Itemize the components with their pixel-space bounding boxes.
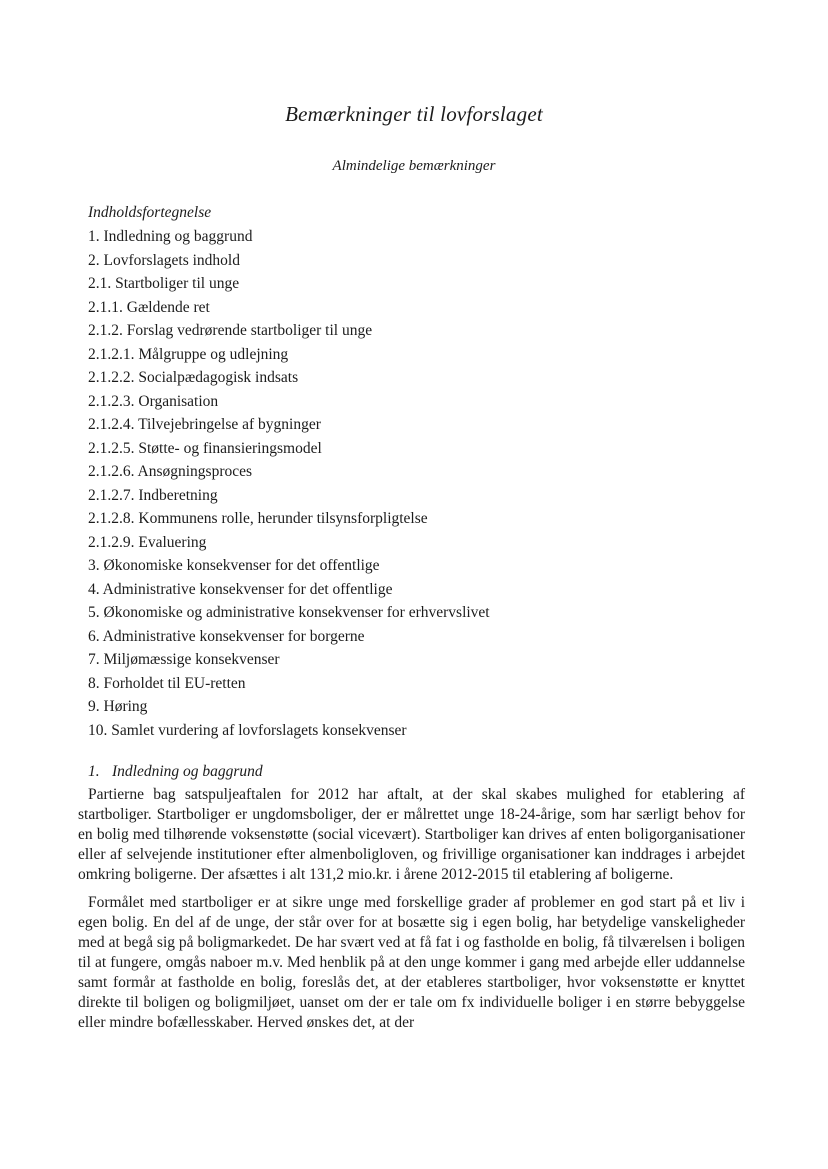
table-of-contents <box>88 227 490 744</box>
toc-item: 2.1.2.5. Støtte- og finansieringsmodel <box>88 439 322 457</box>
section-heading <box>88 763 263 781</box>
toc-item: 2.1.2.7. Indberetning <box>88 486 218 504</box>
toc-item: 10. Samlet vurdering af lovforslagets konsekvenser <box>88 721 407 739</box>
toc-item: 1. Indledning og baggrund <box>88 228 253 245</box>
toc-item: 2.1.2.8. Kommunens rolle, herunder tilsynsforpligtelse <box>88 510 428 527</box>
toc-item: 8. Forholdet til EU-retten <box>88 674 246 692</box>
toc-item: 2.1.2.4. Tilvejebringelse af bygninger <box>88 416 321 433</box>
section-number: 1. <box>88 763 100 780</box>
section-body <box>78 785 745 1041</box>
toc-item: 2.1.2.9. Evaluering <box>88 533 207 551</box>
toc-item: 2.1.2.1. Målgruppe og udlejning <box>88 345 289 363</box>
toc-item: 2.1.2.3. Organisation <box>88 392 219 410</box>
toc-item: 9. Høring <box>88 698 148 715</box>
toc-item: 3. Økonomiske konsekvenser for det offentlige <box>88 557 380 574</box>
toc-item: 2.1.2.2. Socialpædagogisk indsats <box>88 369 299 386</box>
body-paragraph: Formålet med startboliger er at sikre unge med forskellige grader af problemer en god start på et liv i egen bolig. En del af de unge, der står over for at bosætte sig i egen bolig, har betydelige vanskeligheder med at begå sig på boligmarkedet. De har svært ved at få fat i og fastholde en bolig, få tilværelsen i boligen til at fungere, omgås naboer m.v. Med henblik på at den unge kommer i gang med arbejde eller uddannelse samt formår at fastholde en bolig, foreslås det, at der etableres startboliger, hvor voksenstøtte er knyttet direkte til boligen og boligmiljøet, uanset om der er tale om fx individuelle boliger i en større bebyggelse eller mindre bofællesskaber. Herved ønskes det, at der <box>78 894 745 1031</box>
toc-heading: Indholdsfortegnelse <box>88 204 212 221</box>
document-subtitle: Almindelige bemærkninger <box>332 158 496 174</box>
toc-item: 2. Lovforslagets indhold <box>88 251 240 269</box>
toc-item: 5. Økonomiske og administrative konsekvenser for erhvervslivet <box>88 604 490 621</box>
toc-item: 2.1.1. Gældende ret <box>88 298 210 316</box>
document-title: Bemærkninger til lovforslaget <box>285 102 543 126</box>
toc-item: 4. Administrative konsekvenser for det offentlige <box>88 580 393 598</box>
section-title: Indledning og baggrund <box>112 763 263 780</box>
toc-item: 7. Miljømæssige konsekvenser <box>88 651 280 668</box>
toc-item: 2.1. Startboliger til unge <box>88 275 240 292</box>
body-paragraph: Partierne bag satspuljeaftalen for 2012 har aftalt, at der skal skabes mulighed for etablering af startboliger. Startboliger er ungdomsboliger, der er målrettet unge 18-24-årige, som har særligt behov for en bolig med tilhørende voksenstøtte (social vicevært). Startboliger kan drives af enten boligorganisationer eller af selvejende institutioner efter almenboligloven, og frivillige organisationer kan inddrages i arbejdet omkring boligerne. Der afsættes i alt 131,2 mio.kr. i årene 2012-2015 til etablering af boligerne. <box>78 786 745 883</box>
toc-item: 6. Administrative konsekvenser for borgerne <box>88 627 365 645</box>
toc-item: 2.1.2.6. Ansøgningsproces <box>88 463 253 480</box>
toc-item: 2.1.2. Forslag vedrørende startboliger til unge <box>88 322 373 339</box>
